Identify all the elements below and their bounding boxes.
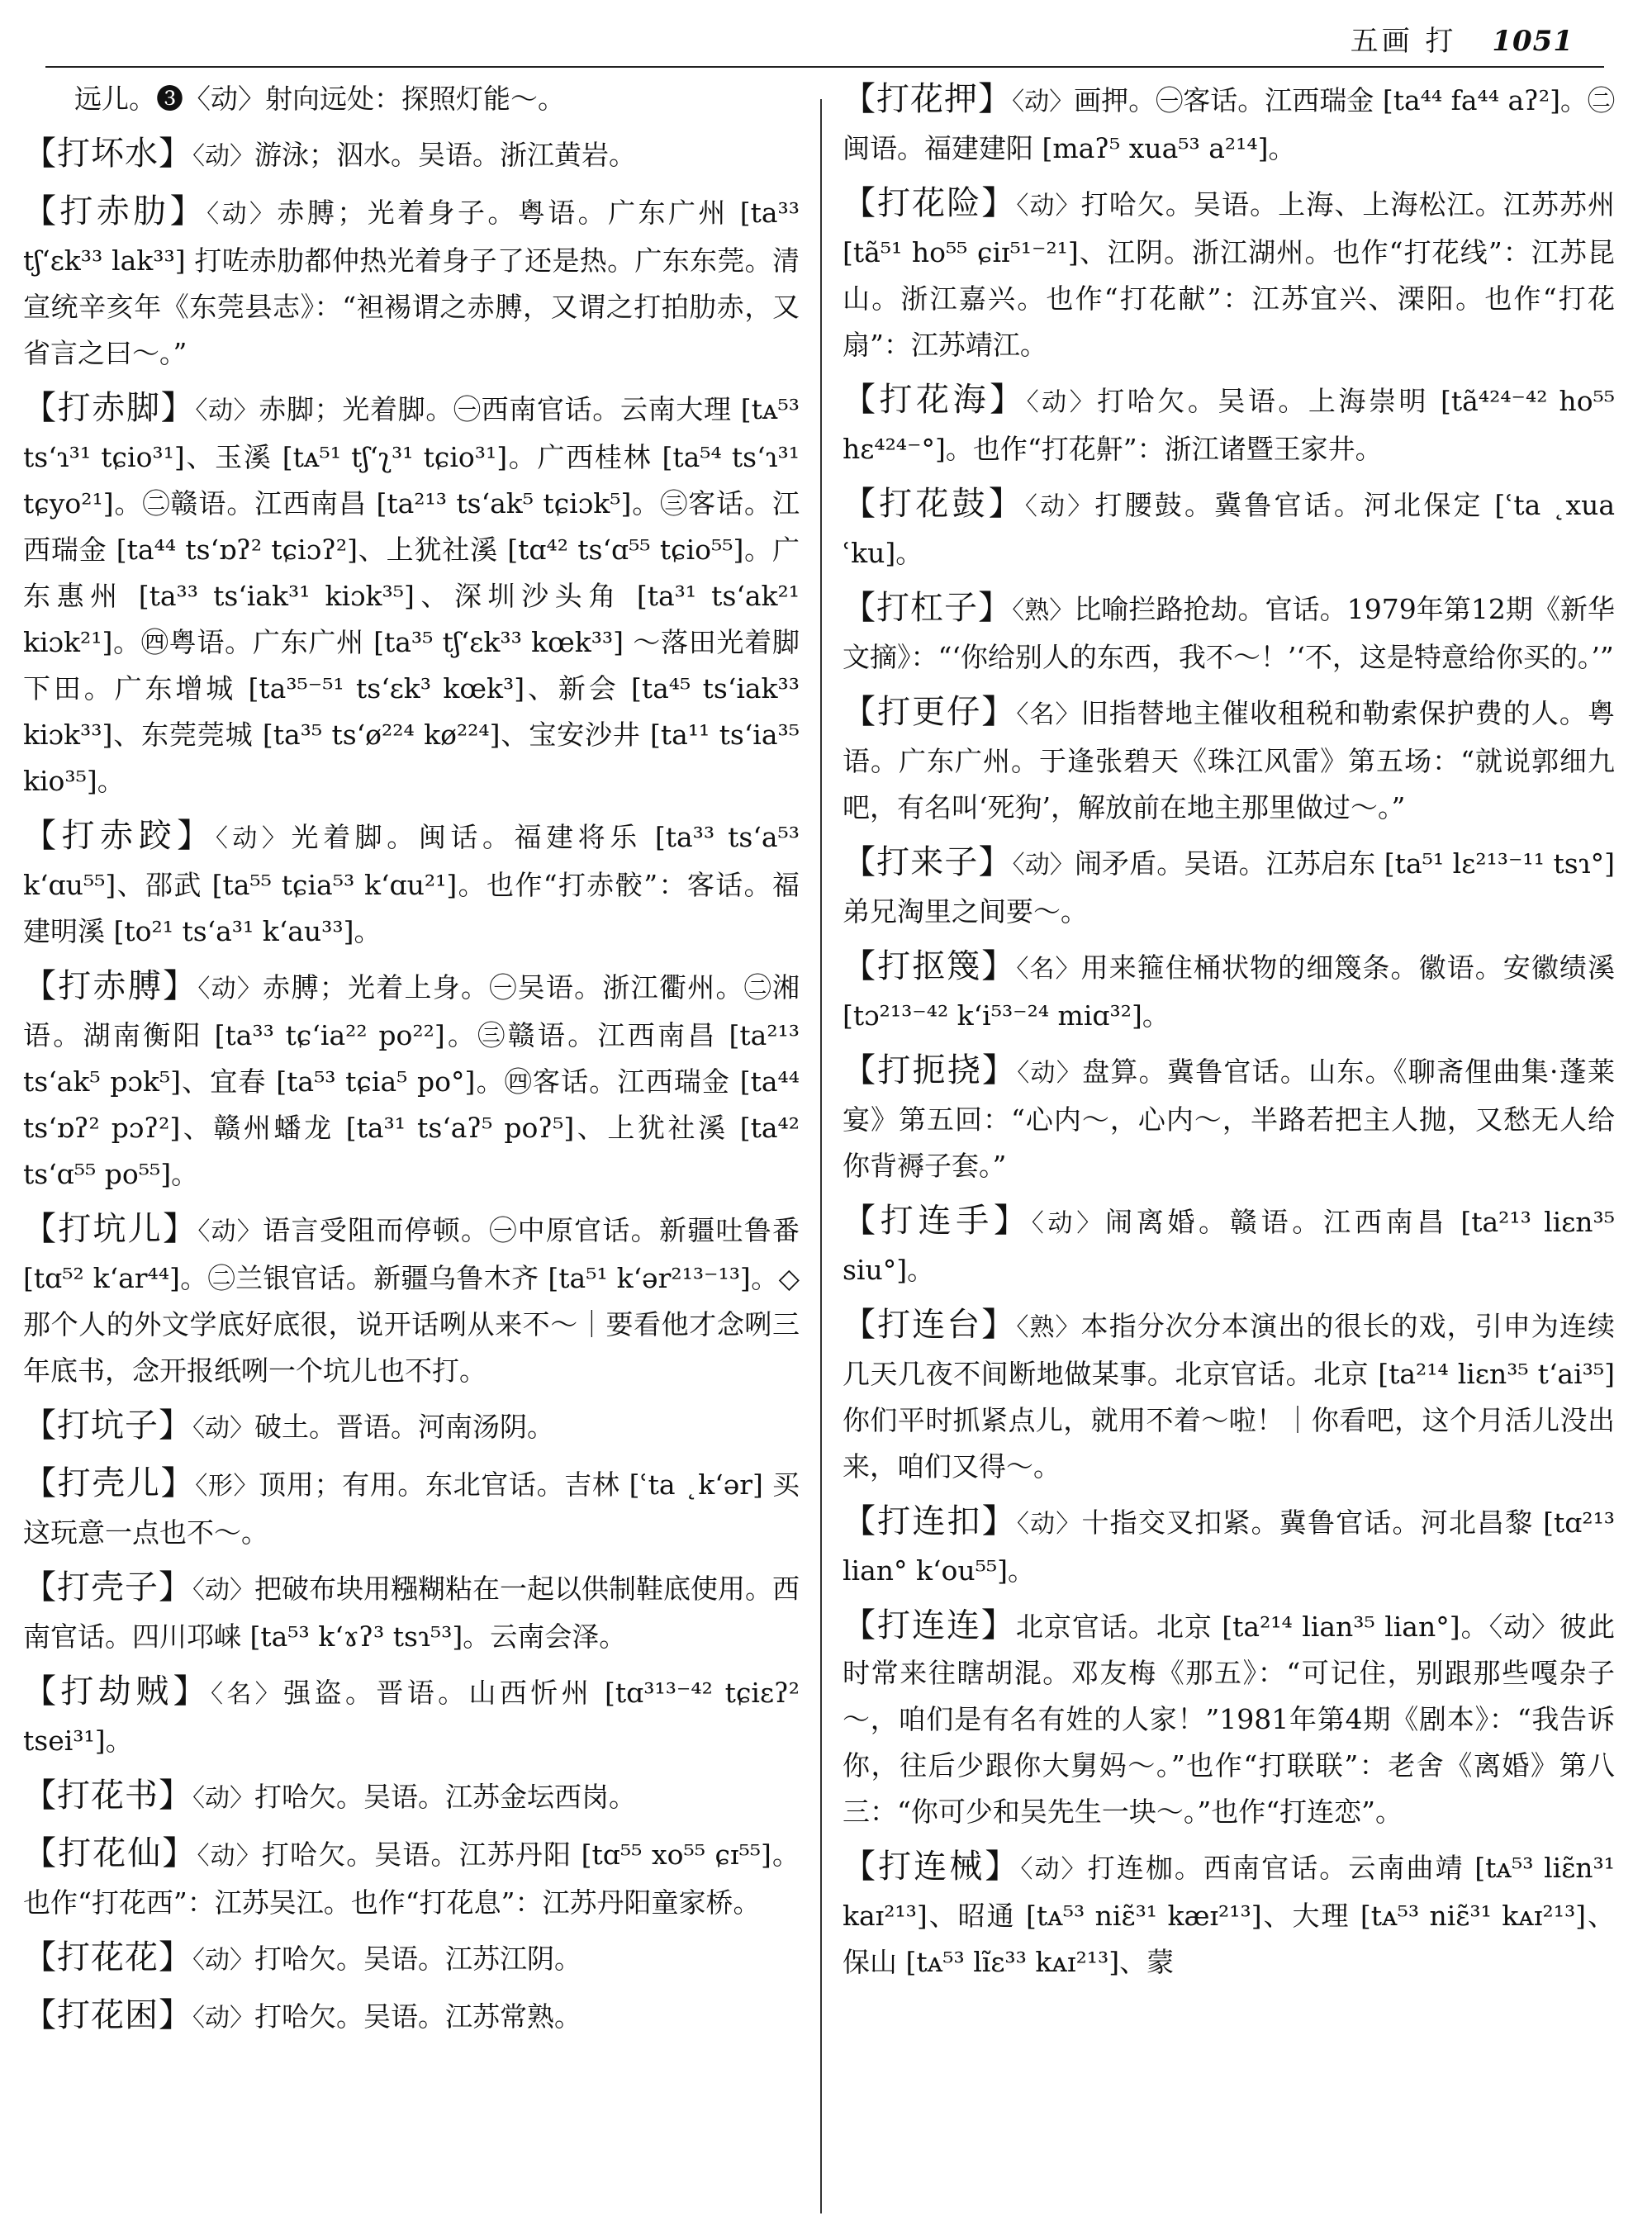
dictionary-entry: [23, 1668, 800, 1764]
dictionary-entry: [23, 1830, 800, 1926]
column-divider: [820, 99, 822, 2213]
entry-definition: 闹矛盾。吴语。江苏启东 [ta⁵¹ lɛ²¹³⁻¹¹ tsɿ°] 弟兄淘里之间要～。: [843, 847, 1615, 928]
entry-definition: 把破布块用糨糊粘在一起以供制鞋底使用。西南官话。四川邛崃 [ta⁵³ k‘ɤʔ³ tsɿ⁵³]。云南会泽。: [23, 1573, 800, 1653]
entry-headword: 【打花花】: [23, 1938, 192, 1976]
part-of-speech: 〈动〉: [1016, 1510, 1082, 1539]
entry-headword: 【打连手】: [843, 1202, 1032, 1240]
entry-headword: 【打赤膊】: [23, 967, 198, 1005]
part-of-speech: 〈动〉: [192, 142, 254, 171]
entry-definition: 打哈欠。吴语。上海、上海松江。江苏苏州 [tã⁵¹ ho⁵⁵ ɕiɪ⁵¹⁻²¹]、江阴。浙江湖州。也作“打花线”：江苏昆山。浙江嘉兴。也作“打花献”：江苏宜兴、溧阳。也作“打花扇”：江苏靖江。: [843, 188, 1615, 361]
entry-definition: 赤脚；光着脚。㊀西南官话。云南大理 [tᴀ⁵³ ts‘ɿ³¹ tɕio³¹]、玉溪 [tᴀ⁵¹ tʃ‘ʅ³¹ tɕio³¹]。广西桂林 [ta⁵⁴ ts‘ɿ³¹ tɕyo²¹]。㊁赣语。江西南昌 [ta²¹³ ts‘ak⁵ tɕiɔk⁵]。㊂客话。江西瑞金 [ta⁴⁴ ts‘ɒʔ² tɕiɔʔ²]、上犹社溪 [tɑ⁴² ts‘ɑ⁵⁵ tɕio⁵⁵]。广东惠州 [ta³³ ts‘iak³¹ kiɔk³⁵]、深圳沙头角 [ta³¹ ts‘ak²¹ kiɔk²¹]。㊃粤语。广东广州 [ta³⁵ tʃ‘ɛk³³ kœk³³] ～落田光着脚下田。广东增城 [ta³⁵⁻⁵¹ ts‘ɛk³ kœk³]、新会 [ta⁴⁵ ts‘iak³³ kiɔk³³]、东莞莞城 [ta³⁵ ts‘ø²²⁴ kø²²⁴]、宝安沙井 [ta¹¹ ts‘ia³⁵ kio³⁵]。: [23, 393, 800, 797]
entry-definition: 本指分次分本演出的很长的戏，引申为连续几天几夜不间断地做某事。北京官话。北京 [ta²¹⁴ liɛn³⁵ t‘ai³⁵] 你们平时抓紧点儿，就用不着～啦！｜你看吧，这个月活儿没出来，咱们又得～。: [843, 1310, 1615, 1483]
entry-definition: 十指交叉扣紧。冀鲁官话。河北昌黎 [tɑ²¹³ lian° k‘ou⁵⁵]。: [843, 1506, 1615, 1587]
page-header: [0, 0, 1652, 66]
entry-headword: 【打扼挠】: [843, 1051, 1018, 1089]
entry-definition: 画押。㊀客话。江西瑞金 [ta⁴⁴ fa⁴⁴ aʔ²]。㊁闽语。福建建阳 [maʔ⁵ xua⁵³ a²¹⁴]。: [843, 84, 1615, 164]
part-of-speech: 〈名〉: [1016, 955, 1081, 984]
part-of-speech: 〈名〉: [1016, 700, 1081, 729]
dictionary-entry: [843, 1602, 1615, 1835]
dictionary-entry: [23, 1772, 800, 1822]
dictionary-entry: [23, 1992, 800, 2042]
part-of-speech: 〈动〉: [1020, 1855, 1088, 1884]
dictionary-entry: [843, 1498, 1615, 1594]
entry-headword: 【打花鼓】: [843, 485, 1025, 523]
dictionary-entry: [843, 1843, 1615, 1986]
right-column: [843, 76, 1615, 2222]
dictionary-entry: [23, 1402, 800, 1452]
entry-headword: 【打连械】: [843, 1848, 1021, 1886]
part-of-speech: 〈动〉: [192, 1946, 254, 1975]
dictionary-entry: [23, 963, 800, 1198]
dictionary-entry: [23, 1460, 800, 1556]
entry-definition: 打哈欠。吴语。江苏金坛西岗。: [254, 1781, 636, 1813]
dictionary-entry: [843, 1198, 1615, 1293]
entry-definition: 强盗。晋语。山西忻州 [tɑ³¹³⁻⁴² tɕiɛʔ² tsei³¹]。: [23, 1677, 800, 1757]
entry-definition: 北京官话。北京 [ta²¹⁴ lian³⁵ lian°]。〈动〉彼此时常来往瞎胡混。邓友梅《那五》：“可记住，别跟那些嘎杂子～，咱们是有名有姓的人家！”1981年第4期《剧本》：“我告诉你，往后少跟你大舅妈～。”也作“打联联”：老舍《离婚》第八三：“你可少和吴先生一块～。”也作“打连恋”。: [843, 1611, 1615, 1828]
entry-definition: 破土。晋语。河南汤阴。: [254, 1411, 554, 1443]
part-of-speech: 〈动〉: [206, 200, 278, 229]
entry-definition: 打哈欠。吴语。江苏常熟。: [254, 2000, 582, 2033]
part-of-speech: 〈动〉: [192, 2004, 254, 2033]
entry-definition: 打哈欠。吴语。江苏江阴。: [254, 1943, 582, 1975]
part-of-speech: 〈动〉: [197, 975, 263, 1004]
part-of-speech: 〈熟〉: [1012, 596, 1075, 625]
entry-headword: 【打连扣】: [843, 1502, 1017, 1540]
entry-definition: 旧指替地主催收租税和勒索保护费的人。粤语。广东广州。于逢张碧天《珠江风雷》第五场：“就说郭细九吧，有名叫‘死狗’，解放前在地主那里做过～。”: [843, 697, 1615, 823]
part-of-speech: 〈形〉: [195, 1472, 259, 1501]
part-of-speech: 〈动〉: [1017, 1059, 1083, 1088]
entry-headword: 【打花困】: [23, 1996, 192, 2034]
entry-headword: 【打更仔】: [843, 693, 1017, 731]
entry-definition: 盘算。冀鲁官话。山东。《聊斋俚曲集·蓬莱宴》第五回：“心内～，心内～，半路若把主人抛，又愁无人给你背褥子套。”: [843, 1056, 1615, 1182]
part-of-speech: 〈动〉: [197, 1217, 263, 1246]
entry-definition: 比喻拦路抢劫。官话。1979年第12期《新华文摘》：“‘你给别人的东西，我不～！’‘不，这是特意给你买的。’”: [843, 593, 1615, 673]
entry-headword: 【打赤脚】: [23, 389, 196, 427]
section-title: 五画 打: [1350, 25, 1457, 58]
part-of-speech: 〈动〉: [1012, 851, 1075, 880]
part-of-speech: 〈动〉: [1024, 492, 1095, 521]
part-of-speech: 〈动〉: [192, 1414, 254, 1443]
entry-definition: 光着脚。闽话。福建将乐 [ta³³ ts‘a⁵³ k‘ɑu⁵⁵]、邵武 [ta⁵⁵ tɕia⁵³ k‘ɑu²¹]。也作“打赤骹”：客话。福建明溪 [to²¹ ts‘a³¹ k‘au³³]。: [23, 821, 800, 947]
entry-headword: 【打来子】: [843, 843, 1013, 881]
dictionary-entry: [843, 481, 1615, 576]
header-rule: [45, 66, 1604, 68]
entry-headword: 【打花险】: [843, 184, 1017, 222]
entry-definition: 顶用；有用。东北官话。吉林 [ʿta ˛k‘ər] 买这玩意一点也不～。: [23, 1468, 800, 1549]
entry-definition: 打哈欠。吴语。上海崇明 [tã⁴²⁴⁻⁴² ho⁵⁵ hɛ⁴²⁴⁻°]。也作“打花鼾”：浙江诸暨王家井。: [843, 385, 1615, 465]
entry-definition: 游泳；泅水。吴语。浙江黄岩。: [254, 139, 636, 171]
left-column: [23, 76, 800, 2222]
entry-headword: 【打花书】: [23, 1777, 192, 1815]
dictionary-entry: [843, 943, 1615, 1039]
part-of-speech: 〈动〉: [1016, 192, 1081, 221]
page-number: 1051: [1492, 25, 1574, 58]
entry-definition: 远儿。❸〈动〉射向远处：探照灯能～。: [74, 83, 565, 115]
dictionary-entry: [23, 130, 800, 180]
part-of-speech: 〈动〉: [1026, 388, 1098, 417]
entry-definition: 赤膊；光着身子。粤语。广东广州 [ta³³ tʃ‘ɛk³³ lak³³] 打咗赤肋都仲热光着身子了还是热。广东东莞。清宣统辛亥年《东莞县志》：“袒裼谓之赤膊，又谓之打拍肋赤，又省言之曰～。”: [23, 197, 800, 369]
entry-headword: 【打坑儿】: [23, 1210, 198, 1248]
dictionary-entry: [843, 839, 1615, 935]
entry-headword: 【打劫贼】: [23, 1672, 211, 1710]
entry-headword: 【打壳子】: [23, 1568, 192, 1606]
part-of-speech: 〈动〉: [192, 1576, 254, 1605]
entry-definition: 闹离婚。赣语。江西南昌 [ta²¹³ liɛn³⁵ siu°]。: [843, 1206, 1615, 1286]
dictionary-entry: [23, 1564, 800, 1660]
entry-headword: 【打杠子】: [843, 589, 1013, 627]
part-of-speech: 〈动〉: [1012, 88, 1075, 116]
part-of-speech: 〈动〉: [215, 824, 292, 853]
dictionary-entry: [843, 1047, 1615, 1189]
dictionary-entry: [23, 1934, 800, 1984]
entry-headword: 【打花海】: [843, 381, 1027, 419]
dictionary-entry: [843, 377, 1615, 472]
entry-headword: 【打连台】: [843, 1306, 1017, 1344]
entry-definition: 打连枷。西南官话。云南曲靖 [tᴀ⁵³ liɛ̃n³¹ kaɪ²¹³]、昭通 [tᴀ⁵³ niɛ̃³¹ kæɪ²¹³]、大理 [tᴀ⁵³ niɛ̃³¹ kᴀɪ²¹³]、保山 [tᴀ⁵³ lĩɛ³³ kᴀɪ²¹³]、蒙: [843, 1852, 1615, 1978]
entry-headword: 【打连连】: [843, 1606, 1016, 1644]
entry-definition: 用来箍住桶状物的细篾条。徽语。安徽绩溪 [tɔ²¹³⁻⁴² k‘i⁵³⁻²⁴ miɑ³²]。: [843, 951, 1615, 1032]
entry-definition: 打腰鼓。冀鲁官话。河北保定 [ʿta ˛xua ʿku]。: [843, 489, 1615, 569]
entry-headword: 【打抠篾】: [843, 947, 1017, 985]
dictionary-entry: [23, 385, 800, 804]
dictionary-entry: [843, 180, 1615, 368]
entry-definition: 赤膊；光着上身。㊀吴语。浙江衢州。㊁湘语。湖南衡阳 [ta³³ tɕ‘ia²² po²²]。㊂赣语。江西南昌 [ta²¹³ ts‘ak⁵ pɔk⁵]、宜春 [ta⁵³ tɕia⁵ po°]。㊃客话。江西瑞金 [ta⁴⁴ ts‘ɒʔ² pɔʔ²]、赣州蟠龙 [ta³¹ ts‘aʔ⁵ poʔ⁵]、上犹社溪 [ta⁴² ts‘ɑ⁵⁵ po⁵⁵]。: [23, 971, 800, 1190]
entry-definition: 语言受阻而停顿。㊀中原官话。新疆吐鲁番 [tɑ⁵² k‘ar⁴⁴]。㊁兰银官话。新疆乌鲁木齐 [ta⁵¹ k‘ər²¹³⁻¹³]。◇那个人的外文学底好底很，说开话咧从来不～｜要看他才念咧三年底书，念开报纸咧一个坑儿也不打。: [23, 1214, 800, 1387]
entry-headword: 【打花押】: [843, 80, 1013, 118]
dictionary-entry: [23, 76, 800, 122]
part-of-speech: 〈动〉: [192, 1784, 254, 1813]
entry-headword: 【打赤跤】: [23, 817, 216, 855]
dictionary-entry: [23, 1206, 800, 1394]
dictionary-entry: [843, 76, 1615, 172]
part-of-speech: 〈熟〉: [1016, 1313, 1081, 1342]
entry-headword: 【打坑子】: [23, 1407, 192, 1445]
entry-definition: 打哈欠。吴语。江苏丹阳 [tɑ⁵⁵ xo⁵⁵ ɕɪ⁵⁵]。也作“打花西”：江苏吴江。也作“打花息”：江苏丹阳童家桥。: [23, 1839, 800, 1919]
dictionary-entry: [23, 188, 800, 377]
entry-headword: 【打坏水】: [23, 135, 192, 173]
entry-headword: 【打壳儿】: [23, 1464, 196, 1502]
dictionary-entry: [843, 585, 1615, 681]
running-head: [1351, 18, 1574, 59]
dictionary-entry: [843, 689, 1615, 831]
entry-headword: 【打赤肋】: [23, 192, 207, 230]
entry-headword: 【打花仙】: [23, 1834, 197, 1872]
dictionary-entry: [843, 1302, 1615, 1490]
dictionary-entry: [23, 813, 800, 955]
part-of-speech: 〈名〉: [210, 1680, 284, 1709]
part-of-speech: 〈动〉: [197, 1842, 262, 1871]
part-of-speech: 〈动〉: [1031, 1209, 1105, 1238]
part-of-speech: 〈动〉: [195, 396, 259, 425]
